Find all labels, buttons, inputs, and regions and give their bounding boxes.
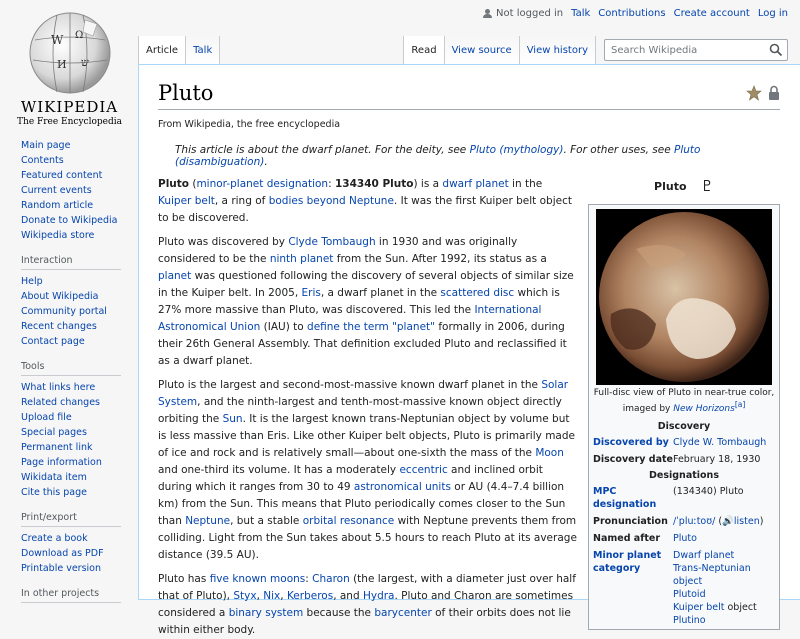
tab-read[interactable]: Read (403, 36, 444, 64)
text: of their orbits does not lie within either body. (158, 607, 571, 636)
infobox-row (589, 451, 779, 468)
text: : (305, 573, 313, 585)
discovered-by-value[interactable]: Clyde W. Tombaugh (673, 437, 767, 448)
sidebar-interaction (21, 255, 138, 347)
text: and one-third its volume. It has a moderately (158, 464, 400, 476)
page-title: Pluto (158, 81, 780, 110)
link-charon[interactable]: Charon (312, 573, 350, 585)
infobox (588, 177, 780, 630)
category-dwarf-planet[interactable]: Dwarf planet (673, 550, 735, 561)
bold-text: 134340 Pluto (334, 178, 414, 190)
search-box[interactable] (604, 39, 788, 61)
link-binary-system[interactable]: binary system (228, 607, 304, 619)
hatnote-text: . (264, 156, 268, 168)
tab-view-source[interactable]: View source (445, 36, 520, 64)
wikipedia-logo[interactable] (12, 10, 127, 127)
svg-text:ש: ש (80, 56, 89, 69)
infobox-title (589, 177, 779, 195)
link-nix[interactable]: Nix (263, 590, 281, 602)
sidebar-other-projects (21, 588, 138, 603)
sidebar-item-cite-this-page[interactable]: Cite this page (21, 487, 87, 498)
text: Pluto is the largest and second-most-massive known dwarf planet in the (158, 379, 542, 391)
view-tabs (403, 36, 788, 64)
user-icon (483, 9, 492, 18)
tab-article[interactable]: Article (138, 36, 186, 64)
link-iau[interactable]: International Astronomical Union (158, 304, 542, 333)
link-neptune[interactable]: Neptune (185, 515, 231, 527)
text: in 1930 and was originally considered to be the (158, 236, 518, 265)
caption-text: Full-disc view of Pluto in near-true color, imaged by (593, 388, 775, 414)
text: (IAU) to (260, 321, 308, 333)
sidebar-item-upload-file[interactable]: Upload file (21, 412, 72, 423)
sidebar-item-printable-version[interactable]: Printable version (21, 563, 102, 574)
sidebar-item-featured-content[interactable]: Featured content (21, 170, 103, 181)
infobox-header-discovery: Discovery (657, 421, 711, 432)
text: : (328, 178, 335, 190)
text: with Neptune prevents them from colliding. Light from the Sun takes about 5.5 hours to reach Pluto at its average distance (39.5 AU). (158, 515, 577, 561)
sidebar-item-store[interactable]: Wikipedia store (21, 230, 95, 241)
infobox-caption (589, 385, 779, 419)
text: formally in 2006, during their 26th General Assembly. That definition excluded Pluto and reclassified it as a dwarf planet. (158, 321, 567, 367)
sidebar-item-donate[interactable]: Donate to Wikipedia (21, 215, 118, 226)
link-moon[interactable]: Moon (535, 447, 564, 459)
named-after-label: Named after (593, 533, 661, 544)
mpc-designation-value: (134340) Pluto (673, 486, 744, 497)
link-solar-system[interactable]: Solar System (158, 379, 569, 408)
category-plutoid[interactable]: Plutoid (673, 589, 706, 600)
infobox-row (589, 530, 779, 547)
discovered-by-label[interactable]: Discovered by (593, 437, 669, 448)
link-define-planet[interactable]: define the term "planet" (307, 321, 435, 333)
wikipedia-wordmark: WIKIPEDIA (20, 98, 119, 116)
sidebar-heading-interaction: Interaction (21, 255, 121, 270)
infobox-row (589, 513, 779, 530)
hatnote-link-disambiguation[interactable]: Pluto (disambiguation) (175, 144, 701, 168)
text: , a ring of (214, 195, 269, 207)
sidebar-heading-tools: Tools (21, 361, 121, 376)
sidebar-item-special-pages[interactable]: Special pages (21, 427, 87, 438)
text: (the largest, with a diameter just over half that of Pluto), (158, 573, 576, 602)
link-orbital-resonance[interactable]: orbital resonance (302, 515, 395, 527)
sidebar-print-export (21, 512, 138, 574)
text: , and the ninth-largest and tenth-most-massive known object directly orbiting the (158, 396, 562, 425)
link-barycenter[interactable]: barycenter (374, 607, 432, 619)
sidebar-item-what-links-here[interactable]: What links here (21, 382, 96, 393)
link-kuiper-belt[interactable]: Kuiper belt (158, 195, 215, 207)
sidebar-item-random-article[interactable]: Random article (21, 200, 94, 211)
infobox-header-designations: Designations (649, 470, 719, 481)
sidebar-item-permanent-link[interactable]: Permanent link (21, 442, 93, 453)
text: Pluto has (158, 573, 210, 585)
hatnote-text: . For other uses, see (563, 144, 675, 156)
category-tno[interactable]: Trans-Neptunian object (673, 563, 751, 587)
svg-text:W: W (50, 33, 63, 47)
link-clyde-tombaugh[interactable]: Clyde Tombaugh (288, 236, 376, 248)
log-in-link[interactable]: Log in (757, 8, 788, 19)
sidebar-item-create-book[interactable]: Create a book (21, 533, 88, 544)
sidebar-item-contact-page[interactable]: Contact page (21, 336, 85, 347)
text: was questioned following the discovery of several objects of similar size in the Kuiper belt. In 2005, (158, 270, 574, 299)
text: , but a stable (230, 515, 303, 527)
minor-planet-category-values (673, 549, 775, 627)
infobox-row (589, 547, 779, 629)
search-icon[interactable] (769, 43, 783, 57)
sidebar-item-community-portal[interactable]: Community portal (21, 306, 107, 317)
text: Pluto was discovered by (158, 236, 289, 248)
talk-link[interactable]: Talk (571, 8, 591, 19)
sidebar-item-related-changes[interactable]: Related changes (21, 397, 101, 408)
puzzle-globe-icon (27, 10, 113, 96)
wikipedia-tagline: The Free Encyclopedia (17, 117, 122, 127)
bold-text: Pluto (158, 178, 190, 190)
text: , a dwarf planet in the (320, 287, 441, 299)
sidebar-item-wikidata-item[interactable]: Wikidata item (21, 472, 87, 483)
link-five-known-moons[interactable]: five known moons (209, 573, 306, 585)
text: . Pluto and Charon are sometimes considered a (158, 590, 574, 619)
text: . It is the largest known trans-Neptunian object by volume but is less massive than Eris. Like other Kuiper belt objects, Pluto is primarily made of ice and rock and is relatively small—about one-sixth the mass of the (158, 413, 575, 459)
text: ( (189, 178, 197, 190)
text: and inclined orbit during which it ranges from 30 to 49 (158, 464, 543, 493)
discovery-date-value: February 18, 1930 (673, 454, 761, 465)
text: in the (508, 178, 543, 190)
sidebar-item-about[interactable]: About Wikipedia (21, 291, 99, 302)
sidebar-heading-other-projects: In other projects (21, 588, 121, 603)
hatnote-link-mythology[interactable]: Pluto (mythology) (469, 144, 564, 156)
category-kuiper-belt[interactable]: Kuiper belt (673, 602, 725, 613)
link-kerberos[interactable]: Kerberos (286, 590, 334, 602)
infobox-title-text: Pluto (654, 179, 687, 193)
listen-link[interactable]: listen (733, 516, 760, 527)
category-plutino[interactable]: Plutino (673, 615, 706, 626)
link-sun[interactable]: Sun (222, 413, 243, 425)
featured-star-icon[interactable] (746, 85, 762, 101)
link-styx[interactable]: Styx (233, 590, 257, 602)
pluto-image[interactable] (596, 209, 772, 385)
sidebar-navigation (21, 140, 138, 241)
mpc-designation-label[interactable]: MPC designation (593, 486, 657, 510)
pronunciation-label: Pronunciation (593, 516, 668, 527)
link-eris[interactable]: Eris (301, 287, 321, 299)
text: which is 27% more massive than Pluto, was discovered. This led the (158, 287, 560, 316)
pronunciation-ipa-link[interactable]: /ˈpluːtoʊ/ (673, 516, 716, 527)
text: , and (333, 590, 363, 602)
tab-talk[interactable]: Talk (186, 36, 220, 64)
link-ninth-planet[interactable]: ninth planet (269, 253, 334, 265)
new-horizons-link[interactable]: New Horizons (673, 404, 735, 414)
link-minor-planet-designation[interactable]: minor-planet designation (196, 178, 329, 190)
create-account-link[interactable]: Create account (673, 8, 750, 19)
text: or AU (4.4–7.4 billion km) from the Sun. This means that Pluto periodically comes closer to the Sun than (158, 481, 566, 527)
content-area (138, 64, 800, 636)
link-astronomical-units[interactable]: astronomical units (353, 481, 451, 493)
link-dwarf-planet[interactable]: dwarf planet (442, 178, 509, 190)
link-planet[interactable]: planet (158, 270, 192, 282)
sidebar-item-help[interactable]: Help (21, 276, 43, 287)
link-hydra[interactable]: Hydra (362, 590, 395, 602)
sidebar-item-recent-changes[interactable]: Recent changes (21, 321, 97, 332)
caption-reference[interactable]: [a] (734, 400, 746, 409)
infobox-row (589, 483, 779, 513)
text: , (256, 590, 264, 602)
namespace-tabs (138, 36, 220, 64)
text: ) is a (413, 178, 443, 190)
not-logged-in (483, 8, 563, 19)
text: . It was the first Kuiper belt object to be discovered. (158, 195, 572, 224)
hatnote (175, 144, 780, 168)
personal-tools (483, 8, 788, 19)
named-after-value[interactable]: Pluto (673, 533, 697, 544)
svg-text:Ω: Ω (74, 30, 83, 41)
minor-planet-category-label[interactable]: Minor planet category (593, 550, 662, 574)
not-logged-in-label: Not logged in (496, 8, 564, 19)
category-object-text: object (724, 602, 757, 613)
link-eccentric[interactable]: eccentric (399, 464, 448, 476)
speaker-icon[interactable]: 🔊 (722, 516, 734, 527)
site-subtitle: From Wikipedia, the free encyclopedia (158, 119, 341, 130)
text: because the (303, 607, 375, 619)
sidebar-item-contents[interactable]: Contents (21, 155, 64, 166)
sidebar-item-download-pdf[interactable]: Download as PDF (21, 548, 104, 559)
link-scattered-disc[interactable]: scattered disc (440, 287, 515, 299)
link-bodies-beyond-neptune[interactable]: bodies beyond Neptune (268, 195, 394, 207)
contributions-link[interactable]: Contributions (598, 8, 666, 19)
discovery-date-label: Discovery date (593, 454, 673, 465)
sidebar-heading-print-export: Print/export (21, 512, 121, 527)
sidebar (0, 140, 138, 617)
page-indicators (746, 85, 780, 101)
hatnote-text: This article is about the dwarf planet. For the deity, see (175, 144, 470, 156)
sidebar-item-current-events[interactable]: Current events (21, 185, 92, 196)
pronunciation-value: /ˈpluːtoʊ/ (🔊listen) (673, 516, 764, 527)
search-input[interactable] (609, 44, 759, 57)
tab-view-history[interactable]: View history (520, 36, 596, 64)
svg-text:И: И (56, 58, 67, 71)
infobox-row (589, 434, 779, 451)
text: , (280, 590, 287, 602)
pluto-symbol-icon: ♇ (700, 177, 714, 195)
sidebar-tools (21, 361, 138, 498)
sidebar-item-main-page[interactable]: Main page (21, 140, 71, 151)
lock-icon[interactable] (768, 85, 780, 101)
text: from the Sun. After 1992, its status as a (333, 253, 547, 265)
sidebar-item-page-information[interactable]: Page information (21, 457, 102, 468)
